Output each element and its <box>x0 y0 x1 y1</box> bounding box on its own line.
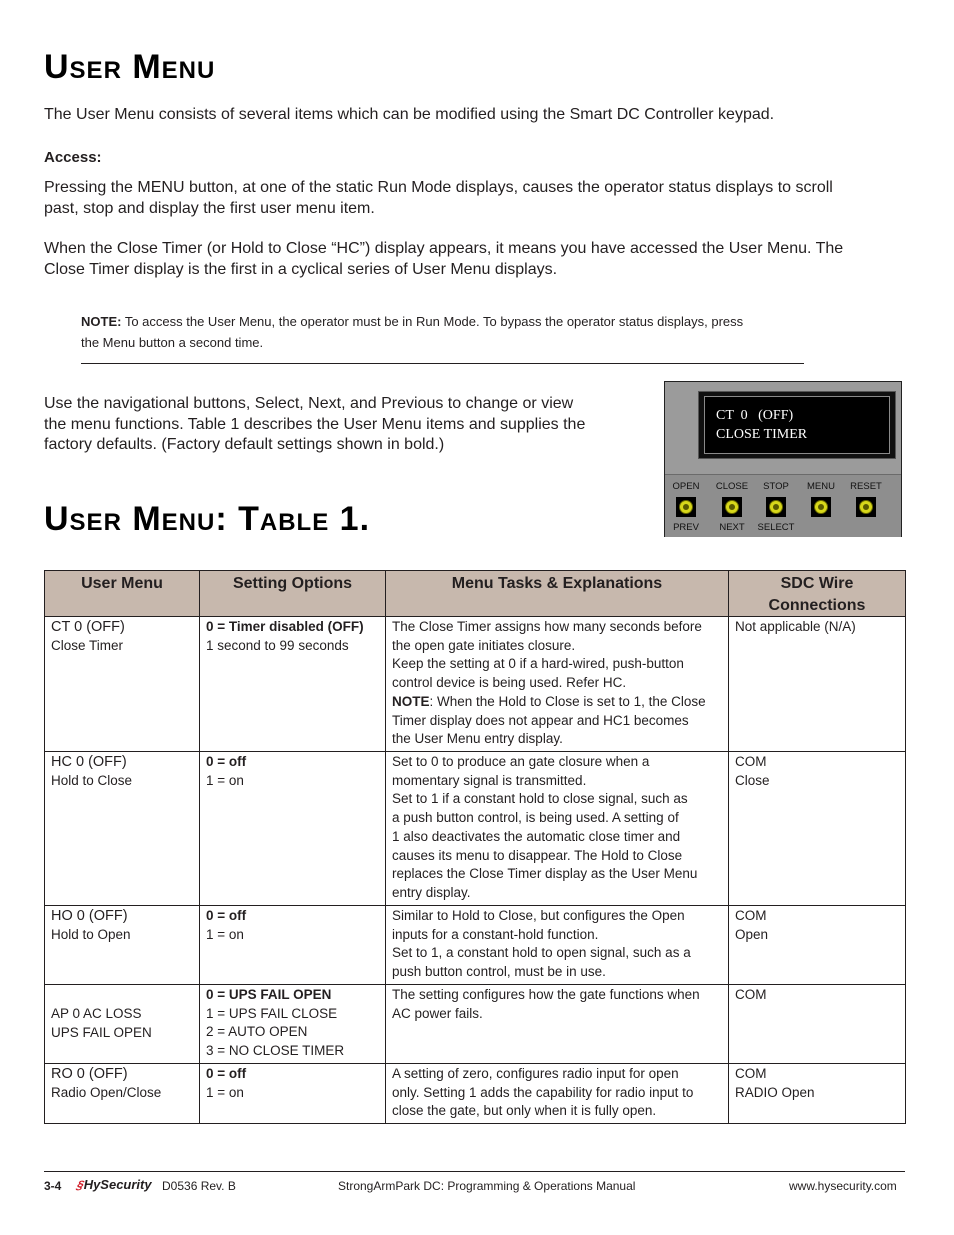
wire-connection: RADIO Open <box>735 1084 815 1100</box>
hysecurity-logo <box>77 1178 152 1192</box>
default-option: 0 = Timer disabled (OFF) <box>206 619 364 634</box>
lcd-line-2: CLOSE TIMER <box>716 427 808 442</box>
wire-cell <box>729 906 906 985</box>
access-paragraph-1 <box>44 178 833 219</box>
explanation-line: causes its menu to disappear. The Hold to Close <box>392 847 683 863</box>
option: 2 = AUTO OPEN <box>206 1024 308 1040</box>
open-prev-key <box>676 497 696 517</box>
menu-name: Hold to Open <box>51 926 131 942</box>
table-row <box>45 906 906 985</box>
explanation-line: Similar to Hold to Close, but configures the Open <box>392 908 685 923</box>
explanation-line: control device is being used. Refer HC. <box>392 675 627 691</box>
navigation-paragraph <box>44 394 585 456</box>
user-menu-table <box>44 570 906 1124</box>
table-row <box>45 617 906 752</box>
access-heading: Access: <box>44 149 102 166</box>
explanation-line: The setting configures how the gate functions when <box>392 987 700 1002</box>
explanation-line: close the gate, but only when it is fully open. <box>392 1103 657 1119</box>
explanation-line: Set to 1 if a constant hold to close signal, such as <box>392 791 688 807</box>
text-line: Pressing the MENU button, at one of the static Run Mode displays, causes the operator status displays to scroll <box>44 179 833 196</box>
note-block <box>81 311 803 353</box>
explanation-cell <box>386 906 729 985</box>
menu-code: HC 0 (OFF) <box>51 754 127 770</box>
wire-connection: COM <box>735 754 767 769</box>
key-label-stop: STOP <box>763 481 789 492</box>
menu-name: UPS FAIL OPEN <box>51 1024 152 1040</box>
wire-connection: Close <box>735 772 770 788</box>
explanation-line: push button control, must be in use. <box>392 964 606 980</box>
default-option: 0 = off <box>206 754 247 769</box>
column-header: Setting Options <box>200 571 386 617</box>
key-label-reset: RESET <box>850 481 882 492</box>
menu-code: CT 0 (OFF) <box>51 619 125 635</box>
wire-cell <box>729 617 906 752</box>
explanation-line: the User Menu entry display. <box>392 731 563 747</box>
logo-mark-icon: § <box>75 1178 86 1192</box>
explanation-cell <box>386 1064 729 1124</box>
close-next-key <box>722 497 742 517</box>
explanation-line: 1 also deactivates the automatic close timer and <box>392 828 681 844</box>
note-label: NOTE: <box>81 314 122 329</box>
explanation-line: entry display. <box>392 884 471 900</box>
default-option: 0 = off <box>206 1066 247 1081</box>
menu-name: Hold to Close <box>51 772 133 788</box>
wire-connection: Open <box>735 926 769 942</box>
table-row <box>45 1064 906 1124</box>
explanation-cell <box>386 752 729 906</box>
page-number: 3-4 <box>44 1179 62 1193</box>
menu-cell <box>45 985 200 1064</box>
menu-code: AP 0 AC LOSS <box>51 1006 142 1021</box>
option: 1 = on <box>206 772 244 788</box>
explanation-line: Keep the setting at 0 if a hard-wired, push-button <box>392 656 684 672</box>
wire-connection: COM <box>735 908 767 923</box>
options-cell <box>200 906 386 985</box>
menu-key <box>811 497 831 517</box>
lcd-display <box>704 396 890 454</box>
options-cell <box>200 1064 386 1124</box>
wire-cell <box>729 985 906 1064</box>
menu-cell <box>45 1064 200 1124</box>
manual-title: StrongArmPark DC: Programming & Operations Manual <box>338 1179 636 1193</box>
document-revision: D0536 Rev. B <box>162 1179 236 1193</box>
wire-connection: COM <box>735 1066 767 1081</box>
column-header: SDC Wire Connections <box>729 571 906 617</box>
key-label-menu: MENU <box>807 481 835 492</box>
menu-name: Close Timer <box>51 637 124 653</box>
logo-text: HySecurity <box>83 1177 152 1192</box>
option: 1 = UPS FAIL CLOSE <box>206 1005 338 1021</box>
page-title: User Menu <box>44 48 216 86</box>
menu-name: Radio Open/Close <box>51 1084 162 1100</box>
options-cell <box>200 985 386 1064</box>
note-label: NOTE <box>392 693 430 709</box>
default-option: 0 = off <box>206 908 247 923</box>
default-option: 0 = UPS FAIL OPEN <box>206 987 332 1002</box>
text-line: past, stop and display the first user menu item. <box>44 199 375 217</box>
wire-cell <box>729 752 906 906</box>
options-cell <box>200 752 386 906</box>
text-line: When the Close Timer (or Hold to Close “HC”) display appears, it means you have accessed the User Menu. The <box>44 240 844 257</box>
wire-connection: Not applicable (N/A) <box>735 619 856 634</box>
note-text-2: the Menu button a second time. <box>81 335 264 350</box>
key-label-close: CLOSE <box>715 481 749 492</box>
key-label-open: OPEN <box>672 481 700 492</box>
option: 1 = on <box>206 926 244 942</box>
explanation-line: only. Setting 1 adds the capability for radio input to <box>392 1084 694 1100</box>
menu-cell <box>45 617 200 752</box>
website-link[interactable]: www.hysecurity.com <box>789 1179 897 1193</box>
text-line: the menu functions. Table 1 describes the User Menu items and supplies the <box>44 415 586 433</box>
explanation-line: : When the Hold to Close is set to 1, the Close <box>429 693 706 709</box>
reset-key <box>856 497 876 517</box>
column-header: User Menu <box>45 571 200 617</box>
wire-cell <box>729 1064 906 1124</box>
explanation-line: momentary signal is transmitted. <box>392 772 587 788</box>
text-line: Close Timer display is the first in a cyclical series of User Menu displays. <box>44 260 558 278</box>
explanation-line: replaces the Close Timer display as the User Menu <box>392 866 698 882</box>
column-header: Menu Tasks & Explanations <box>386 571 729 617</box>
intro-paragraph: The User Menu consists of several items which can be modified using the Smart DC Controller keypad. <box>44 106 775 123</box>
explanation-cell <box>386 617 729 752</box>
stop-select-key <box>766 497 786 517</box>
table-header-row <box>45 571 906 617</box>
wire-connection: COM <box>735 987 767 1002</box>
explanation-line: a push button control, is being used. A setting of <box>392 810 679 826</box>
table-title: User Menu: Table 1. <box>44 500 371 538</box>
key-label-prev: PREV <box>673 522 699 533</box>
explanation-line: A setting of zero, configures radio input for open <box>392 1066 679 1081</box>
note-divider <box>81 363 804 364</box>
explanation-line: AC power fails. <box>392 1005 483 1021</box>
table-row <box>45 985 906 1064</box>
option: 1 = on <box>206 1084 244 1100</box>
explanation-line: The Close Timer assigns how many seconds before <box>392 619 702 634</box>
menu-code: HO 0 (OFF) <box>51 908 128 924</box>
note-text: To access the User Menu, the operator must be in Run Mode. To bypass the operator status displays, press <box>121 314 744 329</box>
explanation-cell <box>386 985 729 1064</box>
option: 1 second to 99 seconds <box>206 637 349 653</box>
explanation-line: inputs for a constant-hold function. <box>392 926 599 942</box>
explanation-line: the open gate initiates closure. <box>392 637 576 653</box>
text-line: Use the navigational buttons, Select, Next, and Previous to change or view <box>44 395 574 412</box>
key-label-select: SELECT <box>757 522 795 533</box>
table-row <box>45 752 906 906</box>
menu-cell <box>45 906 200 985</box>
text-line: factory defaults. (Factory default settings shown in bold.) <box>44 436 445 453</box>
lcd-line-1: CT 0 (OFF) <box>716 408 794 423</box>
menu-cell <box>45 752 200 906</box>
explanation-line: Set to 0 to produce an gate closure when a <box>392 754 650 769</box>
explanation-line: Set to 1, a constant hold to open signal, such as a <box>392 945 691 961</box>
option: 3 = NO CLOSE TIMER <box>206 1043 345 1059</box>
footer-divider <box>44 1171 905 1172</box>
access-paragraph-2 <box>44 239 843 280</box>
key-label-next: NEXT <box>719 522 745 533</box>
menu-code: RO 0 (OFF) <box>51 1066 128 1082</box>
explanation-line: Timer display does not appear and HC1 becomes <box>392 712 689 728</box>
options-cell <box>200 617 386 752</box>
